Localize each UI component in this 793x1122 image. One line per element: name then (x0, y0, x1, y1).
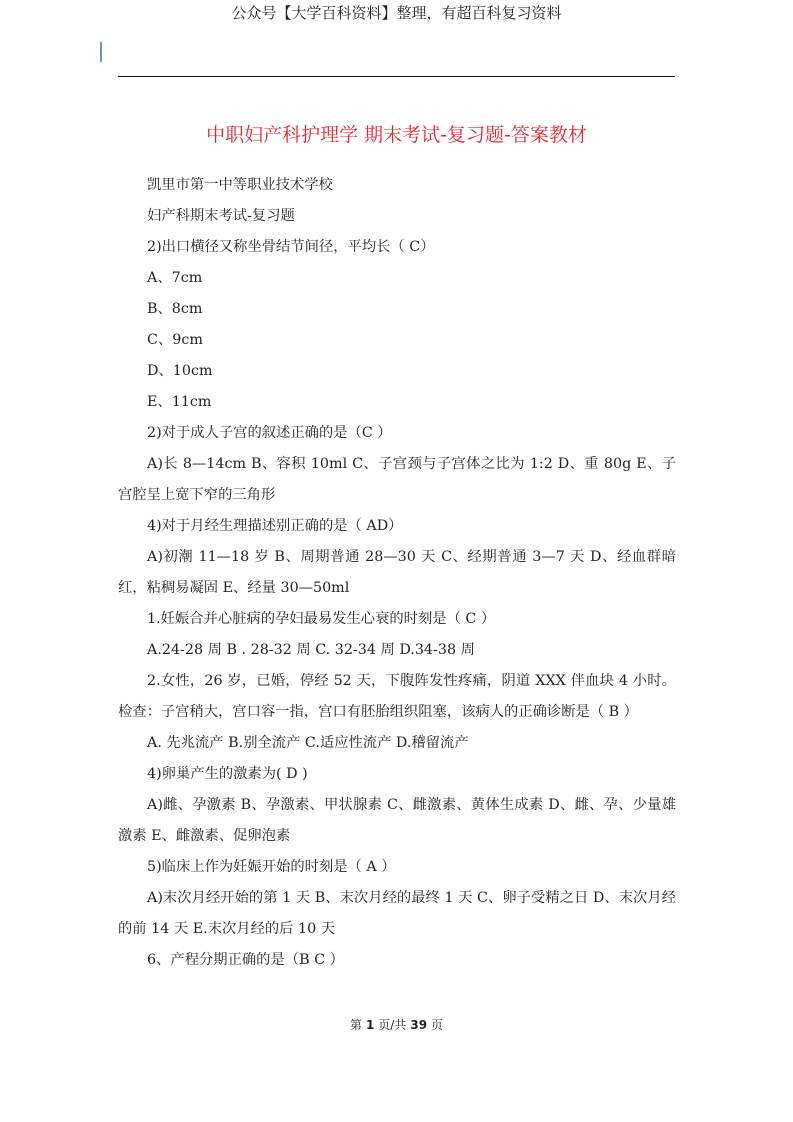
option: D、10cm (147, 363, 213, 379)
option: E、11cm (147, 394, 212, 410)
option: C、9cm (147, 332, 203, 348)
paragraph-school: 凯里市第一中等职业技术学校 (147, 177, 333, 193)
options-line: A.24-28 周 B . 28-32 周 C. 32-34 周 D.34-38 周 (147, 642, 475, 658)
question: 2)出口横径又称坐骨结节间径，平均长（ C） (147, 239, 435, 255)
question: 2.女性，26 岁，已婚，停经 52 天，下腹阵发性疼痛，阴道 XXX 伴血块 4 小时。检查：子宫稍大，宫口容一指，宫口有胚胎组织阻塞，该病人的正确诊断是（ B ） (118, 673, 676, 720)
question: 5)临床上作为妊娠开始的时刻是（ A ） (147, 859, 396, 875)
question: 1.妊娠合并心脏病的孕妇最易发生心衰的时刻是（ C ） (147, 611, 496, 627)
page-footer (0, 1016, 793, 1033)
options-line: A)长 8—14cm B、容积 10ml C、子宫颈与子宫体之比为 1:2 D、重 80g E、子宫腔呈上宽下窄的三角形 (118, 456, 676, 503)
options-line: A. 先兆流产 B.别全流产 C.适应性流产 D.稽留流产 (147, 735, 469, 751)
question: 4)卵巢产生的激素为( D ) (147, 766, 308, 782)
question: 6、产程分期正确的是（B C ） (147, 952, 344, 968)
text-cursor (100, 42, 102, 62)
paragraph-subtitle: 妇产科期末考试-复习题 (147, 208, 295, 224)
total-pages-number: 39 (410, 1018, 428, 1032)
options-line: A)末次月经开始的第 1 天 B、末次月经的最终 1 天 C、卵子受精之日 D、末次月经的前 14 天 E.末次月经的后 10 天 (118, 890, 676, 937)
option: A、7cm (147, 270, 203, 286)
top-banner: 公众号【大学百科资料】整理，有超百科复习资料 (231, 4, 562, 22)
document-body (118, 170, 676, 976)
header-divider (118, 76, 675, 77)
question: 4)对于月经生理描述别正确的是（ AD） (147, 518, 403, 534)
footer-middle: 页/共 (378, 1018, 407, 1032)
document-title: 中职妇产科护理学 期末考试-复习题-答案教材 (206, 123, 587, 146)
footer-suffix: 页 (431, 1018, 444, 1032)
question: 2)对于成人子宫的叙述正确的是（C ） (147, 425, 392, 441)
option: B、8cm (147, 301, 203, 317)
current-page-number: 1 (365, 1018, 375, 1032)
options-line: A)初潮 11—18 岁 B、周期普通 28—30 天 C、经期普通 3—7 天 D、经血群暗红，粘稠易凝固 E、经量 30—50ml (118, 549, 676, 596)
footer-prefix: 第 (349, 1018, 362, 1032)
options-line: A)雌、孕激素 B、孕激素、甲状腺素 C、雌激素、黄体生成素 D、雌、孕、少量雄激素 E、雌激素、促卵泡素 (118, 797, 676, 844)
